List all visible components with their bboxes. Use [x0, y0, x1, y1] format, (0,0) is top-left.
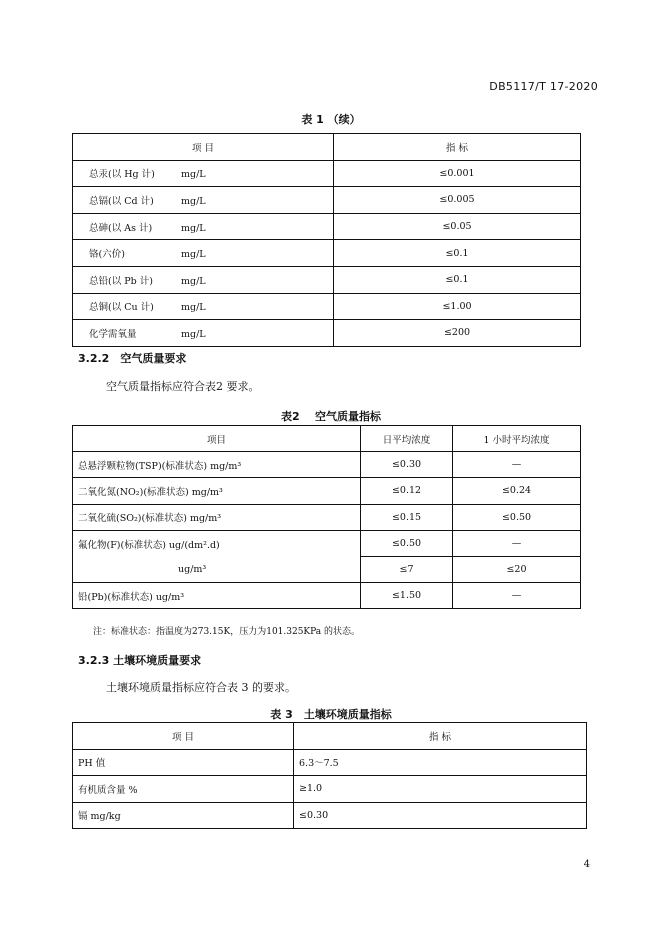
table-row	[73, 320, 581, 347]
table2-daily-cell: ≤0.50	[361, 530, 453, 556]
table2-header-hourly: 1 小时平均浓度	[453, 426, 581, 452]
table2-hourly-cell: —	[453, 530, 581, 556]
table1-value-cell: ≤0.005	[334, 187, 581, 214]
table1-value-cell: ≤0.1	[334, 240, 581, 267]
table1-item-cell	[73, 240, 334, 267]
table2	[72, 425, 581, 609]
table2-daily-cell: ≤1.50	[361, 583, 453, 609]
table2-caption-title: 空气质量指标	[314, 410, 381, 423]
table3-item-cell: 镉 mg/kg	[73, 802, 294, 829]
table2-item-cell: 氟化物(F)(标准状态) ug/(dm².d)	[73, 530, 361, 556]
section-3-2-3-text: 土壤环境质量指标应符合表 3 的要求。	[106, 681, 296, 694]
table2-daily-cell: ≤0.30	[361, 452, 453, 478]
table2-header-row	[73, 426, 581, 452]
table1-item-cell	[73, 213, 334, 240]
item-name: 总砷(以 As 计)	[89, 222, 153, 234]
item-unit: mg/L	[181, 169, 206, 181]
table-row	[73, 213, 581, 240]
table2-item-cell: ug/m³	[73, 556, 361, 582]
table-row	[73, 749, 587, 776]
table-row	[73, 160, 581, 187]
table3	[72, 722, 587, 829]
table3-header-row	[73, 723, 587, 750]
table1-value-cell: ≤0.001	[334, 160, 581, 187]
table1-header-item: 项 目	[73, 134, 334, 161]
table-row	[73, 478, 581, 504]
table1-header-index: 指 标	[334, 134, 581, 161]
table1-item-cell	[73, 187, 334, 214]
table2-hourly-cell: ≤20	[453, 556, 581, 582]
item-name: 化学需氧量	[89, 328, 137, 340]
table2-item-cell: 二氧化硫(SO₂)(标准状态) mg/m³	[73, 504, 361, 530]
table3-value-cell: 6.3～7.5	[294, 749, 587, 776]
table2-header-item: 项目	[73, 426, 361, 452]
table1-value-cell: ≤200	[334, 320, 581, 347]
item-unit: mg/L	[181, 302, 206, 314]
table-row	[73, 452, 581, 478]
table2-daily-cell: ≤7	[361, 556, 453, 582]
table3-value-cell: ≥1.0	[294, 776, 587, 803]
document-code: DB5117/T 17-2020	[489, 80, 598, 93]
table1-item-cell	[73, 293, 334, 320]
table-row	[73, 802, 587, 829]
table-row	[73, 266, 581, 293]
section-3-2-2-text: 空气质量指标应符合表2 要求。	[106, 380, 260, 393]
table-row	[73, 583, 581, 609]
table-row	[73, 504, 581, 530]
table2-hourly-cell: ≤0.24	[453, 478, 581, 504]
item-name: 总铅(以 Pb 计)	[89, 275, 153, 287]
table2-daily-cell: ≤0.15	[361, 504, 453, 530]
table3-header-index: 指 标	[294, 723, 587, 750]
table3-caption: 表 3 土壤环境质量指标	[270, 708, 392, 721]
table-row	[73, 240, 581, 267]
item-name: 总汞(以 Hg 计)	[89, 169, 155, 181]
table2-hourly-cell: —	[453, 452, 581, 478]
item-name: 总铜(以 Cu 计)	[89, 302, 154, 314]
table1-item-cell	[73, 320, 334, 347]
table-row	[73, 530, 581, 556]
item-unit: mg/L	[181, 275, 206, 287]
table-row	[73, 776, 587, 803]
item-unit: mg/L	[181, 328, 206, 340]
table2-caption-number: 表2	[281, 410, 300, 423]
section-3-2-2-heading: 3.2.2 空气质量要求	[78, 352, 187, 365]
table1	[72, 133, 581, 347]
table3-header-item: 项 目	[73, 723, 294, 750]
table1-caption: 表 1 （续）	[301, 113, 361, 126]
table2-daily-cell: ≤0.12	[361, 478, 453, 504]
table2-hourly-cell: ≤0.50	[453, 504, 581, 530]
page-number: 4	[583, 859, 590, 870]
table3-value-cell: ≤0.30	[294, 802, 587, 829]
table3-item-cell: PH 值	[73, 749, 294, 776]
table1-header-row	[73, 134, 581, 161]
section-3-2-3-heading: 3.2.3 土壤环境质量要求	[78, 654, 202, 667]
table1-value-cell: ≤0.05	[334, 213, 581, 240]
item-unit: mg/L	[181, 222, 206, 234]
table-row	[73, 293, 581, 320]
table2-item-cell: 总悬浮颗粒物(TSP)(标准状态) mg/m³	[73, 452, 361, 478]
table2-hourly-cell: —	[453, 583, 581, 609]
item-unit: mg/L	[181, 195, 206, 207]
item-name: 铬(六价)	[89, 249, 125, 261]
table2-item-cell: 二氧化氮(NO₂)(标准状态) mg/m³	[73, 478, 361, 504]
item-name: 总镉(以 Cd 计)	[89, 195, 154, 207]
table1-value-cell: ≤0.1	[334, 266, 581, 293]
table2-caption	[0, 408, 662, 424]
table-row	[73, 187, 581, 214]
table1-item-cell	[73, 266, 334, 293]
table2-note: 注：标准状态：指温度为273.15K，压力为101.325KPa 的状态。	[93, 627, 361, 637]
table2-header-daily: 日平均浓度	[361, 426, 453, 452]
table3-item-cell: 有机质含量 %	[73, 776, 294, 803]
table2-item-cell: 铅(Pb)(标准状态) ug/m³	[73, 583, 361, 609]
table1-value-cell: ≤1.00	[334, 293, 581, 320]
table1-item-cell	[73, 160, 334, 187]
item-unit: mg/L	[181, 249, 206, 261]
table-row	[73, 556, 581, 582]
